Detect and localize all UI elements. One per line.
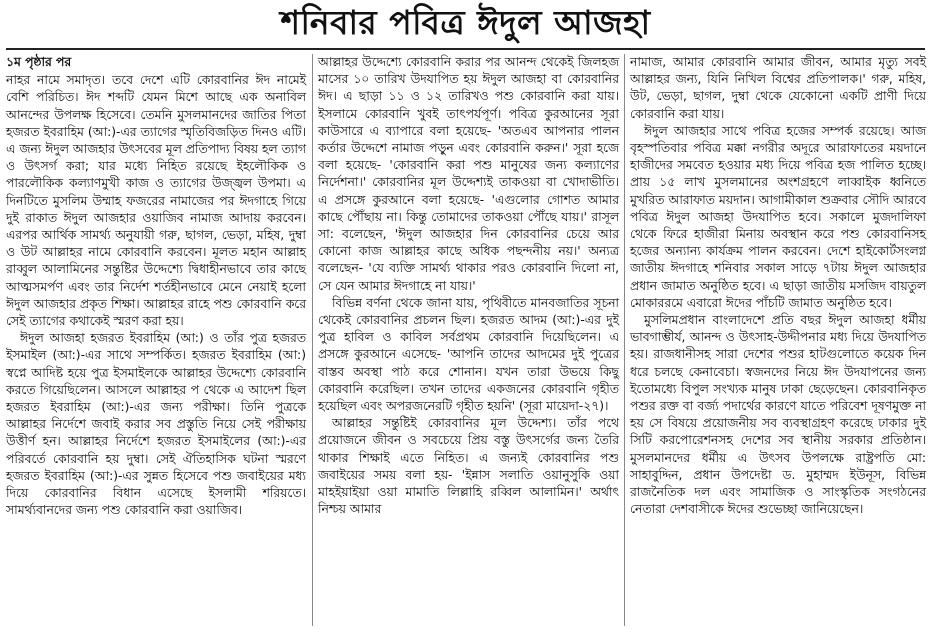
column-divider: [312, 54, 313, 626]
headline-rule: [6, 48, 925, 50]
column-3: [630, 54, 926, 518]
paragraph: আল্লাহর উদ্দেশ্যে কোরবানি করার পর আনন্দ থেকেই জিলহজ মাসের ১০ তারিখ উদযাপিত হয় ঈদুল আজহা বা কোরবানির ঈদ। এ ছাড়া ১১ ও ১২ তারিখও পশু কোরবানি করা যায়। ইসলামে কোরবানি খুবই তাৎপর্যপূর্ণ। পবিত্র কুরআনের সূরা কাউসারে এ ব্যাপারে বলা হয়েছে- 'অতএব আপনার পালন কর্তার উদ্দেশে নামাজ পড়ুন এবং কোরবানি করুন।' সূরা হজে বলা হয়েছে- 'কোরবানি করা পশু মানুষের জন্য কল্যাণের নির্দেশনা।' কোরবানির মূল উদ্দেশ্যই তাকওয়া বা খোদাভীতি। এ প্রসঙ্গে কুরআনে বলা হয়েছে- 'এগুলোর গোশত আমার কাছে পৌঁছায় না। কিন্তু তোমাদের তাকওয়া পৌঁছে যায়।' রাসূল সা: বলেছেন, 'ঈদুল আজহার দিন কোরবানির চেয়ে আর কোনো কাজ আল্লাহর কাছে অধিক পছন্দনীয় নয়।' অন্যত্র বলেছেন- 'যে ব্যক্তি সামর্থ্য থাকার পরও কোরবানি দিলো না, সে যেন আমার ঈদগাহে না যায়।': [318, 55, 619, 293]
paragraph: নাহর নামে সমাদৃত। তবে দেশে এটি কোরবানির ঈদ নামেই বেশি পরিচিত। ঈদ শব্দটি যেমন মিশে আছে এক অনাবিল আনন্দের উপলক্ষ হিসেবে। তেমনি মুসলমানদের জাতির পিতা হজরত ইবরাহিম (আ:)-এর ত্যাগের স্মৃতিবিজড়িত দিনও এটি। এ জন্য ঈদুল আজহার উৎসবের মূল প্রতিপাদ্য বিষয় হল ত্যাগ ও উৎসর্গ করা; যার মধ্যে নিহিত রয়েছে ইহলৌকিক ও পারলৌকিক কল্যাণমুখী কাজ ও ত্যাগের উজ্জ্বল উপমা। এ দিনটিতে মুসলিম উম্মাহ ফজরের নামাজের পর ঈদগাহে গিয়ে দুই রাকাত ঈদুল আজহার ওয়াজিব নামাজ আদায় করবেন। এরপর আর্থিক সামর্থ্য অনুযায়ী গরু, ছাগল, ভেড়া, মহিষ, দুম্বা ও উট আল্লাহর নামে কোরবানি করবেন। মূলত মহান আল্লাহ রাব্বুল আলামিনের সন্তুষ্টির উদ্দেশ্যে দ্বিধাহীনভাবে তার কাছে আত্মসমর্পণ এবং তার নির্দেশ শর্তহীনভাবে মেনে নেয়াই হলো ঈদুল আজহার প্রকৃত শিক্ষা। আল্লাহর রাহে পশু কোরবানি করে সেই ত্যাগের কথাকেই স্মরণ করা হয়।: [6, 73, 306, 329]
column-1: [6, 54, 306, 519]
paragraph: নামাজ, আমার কোরবানি আমার জীবন, আমার মৃত্যু সবই আল্লাহর জন্য, যিনি নিখিল বিশ্বের প্রতিপালক।' গরু, মহিষ, উট, ভেড়া, ছাগল, দুম্বা থেকে যেকোনো একটি প্রাণী দিয়ে কোরবানি করা যায়।: [630, 55, 926, 121]
headline: শনিবার পবিত্র ঈদুল আজহা: [280, 3, 651, 42]
paragraph: ঈদুল আজহা হজরত ইবরাহিম (আ:) ও তাঁর পুত্র হজরত ইসমাইল (আ:)-এর সাথে সম্পর্কিত। হজরত ইবরাহিম (আ:) স্বপ্নে আদিষ্ট হয়ে পুত্র ইসমাইলকে আল্লাহর উদ্দেশ্যে কোরবানি করতে গিয়েছিলেন। আসলে আল্লাহর প থেকে এ আদেশ ছিল হজরত ইবরাহিম (আ:)-এর জন্য পরীক্ষা। তিনি পুত্রকে আল্লাহর নির্দেশে জবাই করার সব প্রস্তুতি নিয়ে সেই পরীক্ষায় উত্তীর্ণ হন। আল্লাহর নির্দেশে হজরত ইসমাইলের (আ:)-এর পরিবর্তে কোরবানি হয় দুম্বা। সেই ঐতিহাসিক ঘটনা স্মরণে হজরত ইবরাহিম (আ:)-এর সুন্নত হিসেবে পশু জবাইয়ের মধ্য দিয়ে কোরবানির বিধান এসেছে ইসলামী শরিয়তে। সামর্থ্যবানদের জন্য পশু কোরবানি করা ওয়াজিব।: [6, 331, 306, 518]
paragraph: বিভিন্ন বর্ণনা থেকে জানা যায়, পৃথিবীতে মানবজাতির সূচনা থেকেই কোরবানির প্রচলন ছিল। হজরত আদম (আ:)-এর দুই পুত্র হাবিল ও কাবিল সর্বপ্রথম কোরবানি দিয়েছিলেন। এ প্রসঙ্গে কুরআনে এসেছে- 'আপনি তাদের আদমের দুই পুত্রের বাস্তব অবস্থা পাঠ করে শোনান। যখন তারা উভয়ে কিছু কোরবানি করেছিল। তখন তাদের একজনের কোরবানি গৃহীত হয়েছিল এবং অপরজনেরটি গৃহীত হয়নি' (সূরা মায়েদা-২৭)।: [318, 295, 619, 414]
column-divider: [624, 54, 625, 626]
paragraph: ঈদুল আজহার সাথে পবিত্র হজের সম্পর্ক রয়েছে। আজ বৃহস্পতিবার পবিত্র মক্কা নগরীর অদূরে আরাফাতের ময়দানে হাজীদের সমবেত হওয়ার মধ্য দিয়ে পবিত্র হজ পালিত হচ্ছে। প্রায় ১৫ লাখ মুসলমানের অংশগ্রহণে লাব্বাইক ধ্বনিতে মুখরিত আরাফাত ময়দান। আগামীকাল শুক্রবার সৌদি আরবে পবিত্র ঈদুল আজহা উদযাপিত হবে। সকালে মুজদালিফা থেকে ফিরে হাজীরা মিনায় অবস্থান করে পশু কোরবানিসহ হজের অন্যান্য কার্যক্রম পালন করবেন। দেশে হাইকোর্টসংলগ্ন জাতীয় ঈদগাহে শনিবার সকাল সাড়ে ৭টায় ঈদুল আজহার প্রধান জামাত অনুষ্ঠিত হবে। এ ছাড়া জাতীয় মসজিদ বায়তুল মোকাররমে এবারো ঈদের পাঁচটি জামাত অনুষ্ঠিত হবে।: [630, 123, 926, 310]
paragraph: আল্লাহর সন্তুষ্টিই কোরবানির মূল উদ্দেশ্য। তাঁর পথে প্রয়োজনে জীবন ও সবচেয়ে প্রিয় বস্তু উৎসর্গের জন্য তৈরি থাকার শিক্ষাই এতে নিহিত। এ জন্যই কোরবানির পশু জবাইয়ের সময় বলা হয়- 'ইন্নাস সলাতি ওয়ানুসুকি ওয়া মাহইয়াইয়া ওয়া মামাতি লিল্লাহি রব্বিল আলামিন।' অর্থাৎ নিশ্চয় আমার: [318, 416, 619, 517]
continuation-kicker: ১ম পৃষ্ঠার পর: [6, 55, 72, 69]
column-2: [318, 54, 619, 518]
paragraph: মুসলিমপ্রধান বাংলাদেশে প্রতি বছর ঈদুল আজহা ধর্মীয় ভাবগাম্ভীর্য, আনন্দ ও উৎসাহ-উদ্দীপনার মধ্য দিয়ে উদযাপিত হয়। রাজধানীসহ সারা দেশের পশুর হাটগুলোতে কয়েক দিন ধরে চলছে কেনাবেচা। স্বজনদের নিয়ে ঈদ উদযাপনের জন্য ইতোমধ্যে বিপুল সংখ্যক মানুষ ঢাকা ছেড়েছেন। কোরবানিকৃত পশুর রক্ত বা বর্জ্য পদার্থের কারণে যাতে পরিবেশ দূষণমুক্ত না হয় সে বিষয়ে প্রয়োজনীয় সব ব্যবস্থাগ্রহণ করেছে ঢাকার দুই সিটি করপোরেশনসহ দেশের সব স্থানীয় সরকার প্রতিষ্ঠান। মুসলমানদের ধর্মীয় এ উৎসব উপলক্ষে রাষ্ট্রপতি মো: সাহাবুদ্দিন, প্রধান উপদেষ্টা ড. মুহাম্মদ ইউনূস, বিভিন্ন রাজনৈতিক দল এবং সামাজিক ও সাংস্কৃতিক সংগঠনের নেতারা দেশবাসীকে ঈদের শুভেচ্ছা জানিয়েছেন।: [630, 313, 926, 517]
